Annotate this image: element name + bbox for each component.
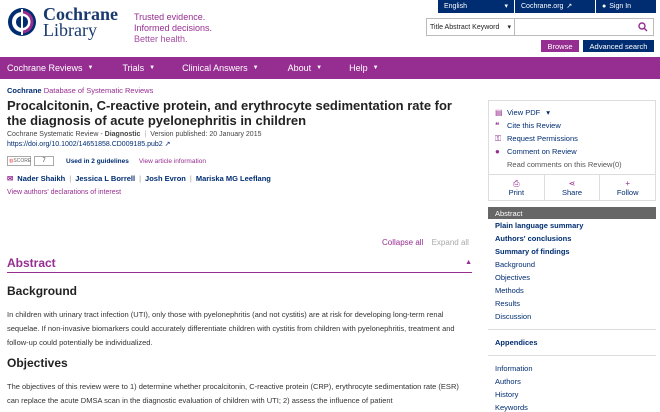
tools-panel xyxy=(488,100,656,175)
utility-bar xyxy=(437,0,656,14)
tagline-3: Better health. xyxy=(134,34,188,44)
divider xyxy=(488,329,656,330)
author-separator: | xyxy=(189,174,192,183)
abstract-heading: Abstract xyxy=(7,255,56,270)
toc-item[interactable]: Results xyxy=(495,299,521,308)
external-link-icon: ↗ xyxy=(566,3,573,10)
altmetric-badge[interactable] xyxy=(7,156,31,166)
abstract-section-header[interactable] xyxy=(7,253,472,273)
nav-trials[interactable] xyxy=(123,63,156,73)
external-link-icon: ↗ xyxy=(164,141,171,148)
envelope-icon: ✉ xyxy=(7,174,14,183)
tool-label: Request Permissions xyxy=(507,134,578,143)
search-icon xyxy=(638,22,648,32)
search-type-select[interactable] xyxy=(427,19,515,35)
meta-version: Version published: 20 January 2015 xyxy=(150,131,262,138)
database-line xyxy=(7,86,472,95)
author-separator: | xyxy=(139,174,142,183)
toc-item[interactable]: Information xyxy=(495,364,533,373)
sign-in-label: Sign In xyxy=(609,3,632,10)
background-text: In children with urinary tract infection (UTI), only those with pyelonephritis (and not cystitis) are at risk for developing long-term renal sequelae. If non-invasive biomarkers could accurately differentiate children with cystitis from children with pyelonephritis, treatment and follow-up could potentially be individualized. xyxy=(7,310,455,347)
cochrane-org-label: Cochrane.org xyxy=(521,3,564,10)
key-icon: ⚿ xyxy=(495,133,502,143)
nav-cochrane-reviews[interactable] xyxy=(7,63,94,73)
cite-review-link[interactable] xyxy=(495,119,649,132)
toc-active-item[interactable]: Abstract xyxy=(488,207,656,219)
collapse-all-button[interactable]: Collapse all xyxy=(382,238,424,247)
toc-item[interactable]: Methods xyxy=(495,286,524,295)
author-link[interactable]: Josh Evron xyxy=(145,174,186,183)
db-prefix: Cochrane xyxy=(7,86,42,95)
language-label: English xyxy=(444,3,467,10)
declarations-link[interactable]: View authors' declarations of interest xyxy=(7,189,122,196)
comment-icon: ● xyxy=(495,147,500,156)
language-select[interactable] xyxy=(438,0,514,13)
tool-label: View PDF xyxy=(507,108,541,117)
collapse-controls xyxy=(382,238,469,247)
tagline-1: Trusted evidence. xyxy=(134,12,206,22)
author-link[interactable]: Nader Shaikh xyxy=(17,174,66,183)
action-label: Follow xyxy=(616,187,639,197)
chevron-down-icon: ▾ xyxy=(546,108,550,117)
page-title: Procalcitonin, C-reactive protein, and erythrocyte sedimentation rate for the diagnosis of acute pyelonephritis in children xyxy=(7,98,452,128)
meta-kind: Diagnostic xyxy=(104,131,141,138)
meta-separator: | xyxy=(144,131,147,138)
toc-item[interactable]: Objectives xyxy=(495,273,531,282)
altmetric-donut-icon: ◍ xyxy=(9,158,14,164)
nav-help[interactable] xyxy=(349,63,378,73)
share-icon: ⋖ xyxy=(568,178,576,188)
db-name-link[interactable]: Database of Systematic Reviews xyxy=(43,86,154,95)
print-icon: ⎙ xyxy=(513,178,520,188)
cochrane-logo[interactable] xyxy=(7,6,118,38)
user-icon: ● xyxy=(602,3,607,10)
altmetric-score: 7 xyxy=(34,156,54,166)
toc-item[interactable]: Keywords xyxy=(495,403,528,412)
request-permissions-link[interactable] xyxy=(495,132,649,145)
follow-button[interactable] xyxy=(600,175,655,200)
expand-all-button[interactable]: Expand all xyxy=(431,238,469,247)
site-header xyxy=(0,0,660,57)
action-label: Share xyxy=(562,187,583,197)
nav-clinical-answers[interactable] xyxy=(182,63,258,73)
authors-list xyxy=(7,174,472,183)
nav-about[interactable] xyxy=(288,63,322,73)
tagline-2: Informed decisions. xyxy=(134,23,213,33)
chevron-down-icon: ▾ xyxy=(504,3,508,10)
comments-note: Read comments on this Review(0) xyxy=(507,160,622,169)
view-pdf-link[interactable] xyxy=(495,106,649,119)
doi-link[interactable] xyxy=(7,140,472,148)
toc-item[interactable]: Background xyxy=(495,260,536,269)
meta-type: Cochrane Systematic Review - xyxy=(7,131,103,138)
article-tools-sidebar xyxy=(488,100,656,201)
plus-icon: + xyxy=(625,178,631,188)
action-label: Print xyxy=(508,187,525,197)
share-button[interactable] xyxy=(545,175,601,200)
browse-button[interactable]: Browse xyxy=(541,40,579,52)
search-input[interactable] xyxy=(515,19,633,35)
cochrane-org-link[interactable] xyxy=(515,0,595,13)
advanced-search-button[interactable]: Advanced search xyxy=(583,40,654,52)
doi-text: https://doi.org/10.1002/14651858.CD009185.pub2 xyxy=(7,141,163,148)
objectives-text: The objectives of this review were to 1) determine whether procalcitonin, C-reactive protein (CRP), erythrocyte sedimentation rate (ESR) can replace the acute DMSA scan in the diagnostic evaluation of children with UTI; 2) assess the influence of patient xyxy=(7,382,459,405)
article-header xyxy=(7,86,472,196)
nav-label: About xyxy=(287,63,312,73)
article-meta xyxy=(7,131,472,138)
caret-down-icon: ▼ xyxy=(87,65,94,71)
toc-item[interactable]: Discussion xyxy=(495,312,532,321)
toc-item[interactable]: Authors xyxy=(495,377,521,386)
tagline xyxy=(134,12,212,45)
quote-icon: ❝ xyxy=(495,121,500,130)
toc-item[interactable]: Summary of findings xyxy=(495,247,570,256)
caret-down-icon: ▼ xyxy=(372,65,379,71)
print-button[interactable] xyxy=(489,175,545,200)
caret-down-icon: ▼ xyxy=(316,65,323,71)
caret-up-icon: ▲ xyxy=(465,259,472,266)
background-heading: Background xyxy=(7,284,78,298)
tool-label: Comment on Review xyxy=(507,147,577,156)
chevron-down-icon: ▾ xyxy=(507,24,511,31)
sign-in-link[interactable] xyxy=(596,0,656,13)
search-type-label: Title Abstract Keyword xyxy=(430,23,500,31)
caret-down-icon: ▼ xyxy=(252,65,259,71)
author-separator: | xyxy=(69,174,72,183)
nav-label: Clinical Answers xyxy=(182,63,248,73)
toc-item[interactable]: Plain language summary xyxy=(495,221,584,230)
actions-row xyxy=(488,175,656,201)
main-nav xyxy=(0,57,660,79)
read-comments-link[interactable] xyxy=(495,158,649,171)
nav-label: Trials xyxy=(122,63,145,73)
metrics-row xyxy=(7,156,472,166)
logo-line1: Cochrane xyxy=(43,4,118,24)
tool-label: Cite this Review xyxy=(507,121,561,130)
nav-label: Cochrane Reviews xyxy=(7,63,83,73)
toc-appendices[interactable]: Appendices xyxy=(495,338,538,347)
pdf-icon: ▤ xyxy=(495,108,503,117)
comment-review-link[interactable] xyxy=(495,145,649,158)
search-bar xyxy=(426,18,654,36)
caret-down-icon: ▼ xyxy=(149,65,156,71)
toc-item[interactable]: Authors' conclusions xyxy=(495,234,572,243)
logo-line2: Library xyxy=(43,20,97,40)
article-info-link[interactable]: View article information xyxy=(138,157,206,165)
toc-item[interactable]: History xyxy=(495,390,519,399)
search-button[interactable] xyxy=(633,19,653,35)
objectives-heading: Objectives xyxy=(7,356,68,370)
author-link[interactable]: Jessica L Borrell xyxy=(75,174,136,183)
cochrane-logo-icon xyxy=(7,7,37,37)
table-of-contents xyxy=(488,207,656,412)
divider xyxy=(488,355,656,356)
altmetric-label: SCORE xyxy=(13,158,32,164)
author-link[interactable]: Mariska MG Leeflang xyxy=(195,174,271,183)
nav-label: Help xyxy=(349,63,368,73)
guidelines-link[interactable]: Used in 2 guidelines xyxy=(66,157,129,165)
